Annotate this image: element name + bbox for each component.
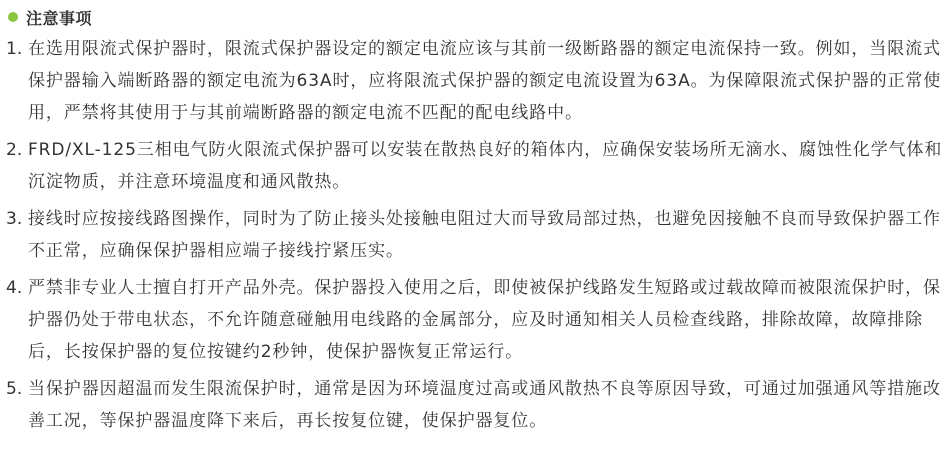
section-title: 注意事项 <box>26 8 93 28</box>
note-item <box>6 272 946 368</box>
note-item <box>6 134 946 198</box>
note-number: 5. <box>6 379 23 399</box>
note-item <box>6 33 946 129</box>
note-text: FRD/XL-125三相电气防火限流式保护器可以安装在散热良好的箱体内，应确保安装场所无滴水、腐蚀性化学气体和沉淀物质，并注意环境温度和通风散热。 <box>28 140 943 192</box>
note-item <box>6 203 946 267</box>
notes-list <box>6 33 946 437</box>
note-text: 当保护器因超温而发生限流保护时，通常是因为环境温度过高或通风散热不良等原因导致，可通过加强通风等措施改善工况，等保护器温度降下来后，再长按复位键，使保护器复位。 <box>28 379 941 431</box>
green-dot-icon <box>8 12 18 22</box>
note-number: 3. <box>6 209 23 229</box>
note-number: 4. <box>6 278 23 298</box>
note-number: 2. <box>6 140 23 160</box>
section-heading <box>8 2 946 32</box>
note-text: 严禁非专业人士擅自打开产品外壳。保护器投入使用之后，即使被保护线路发生短路或过载故障而被限流保护时，保护器仍处于带电状态，不允许随意碰触用电线路的金属部分，应及时通知相关人员检查线路，排除故障，故障排除后，长按保护器的复位按键约2秒钟，使保护器恢复正常运行。 <box>28 278 941 362</box>
note-text: 在选用限流式保护器时，限流式保护器设定的额定电流应该与其前一级断路器的额定电流保持一致。例如，当限流式保护器输入端断路器的额定电流为63A时，应将限流式保护器的额定电流设置为63A。为保障限流式保护器的正常使用，严禁将其使用于与其前端断路器的额定电流不匹配的配电线路中。 <box>28 39 942 123</box>
note-text: 接线时应按接线路图操作，同时为了防止接头处接触电阻过大而导致局部过热，也避免因接触不良而导致保护器工作不正常，应确保保护器相应端子接线拧紧压实。 <box>28 209 941 261</box>
note-item <box>6 373 946 437</box>
note-number: 1. <box>6 39 23 59</box>
